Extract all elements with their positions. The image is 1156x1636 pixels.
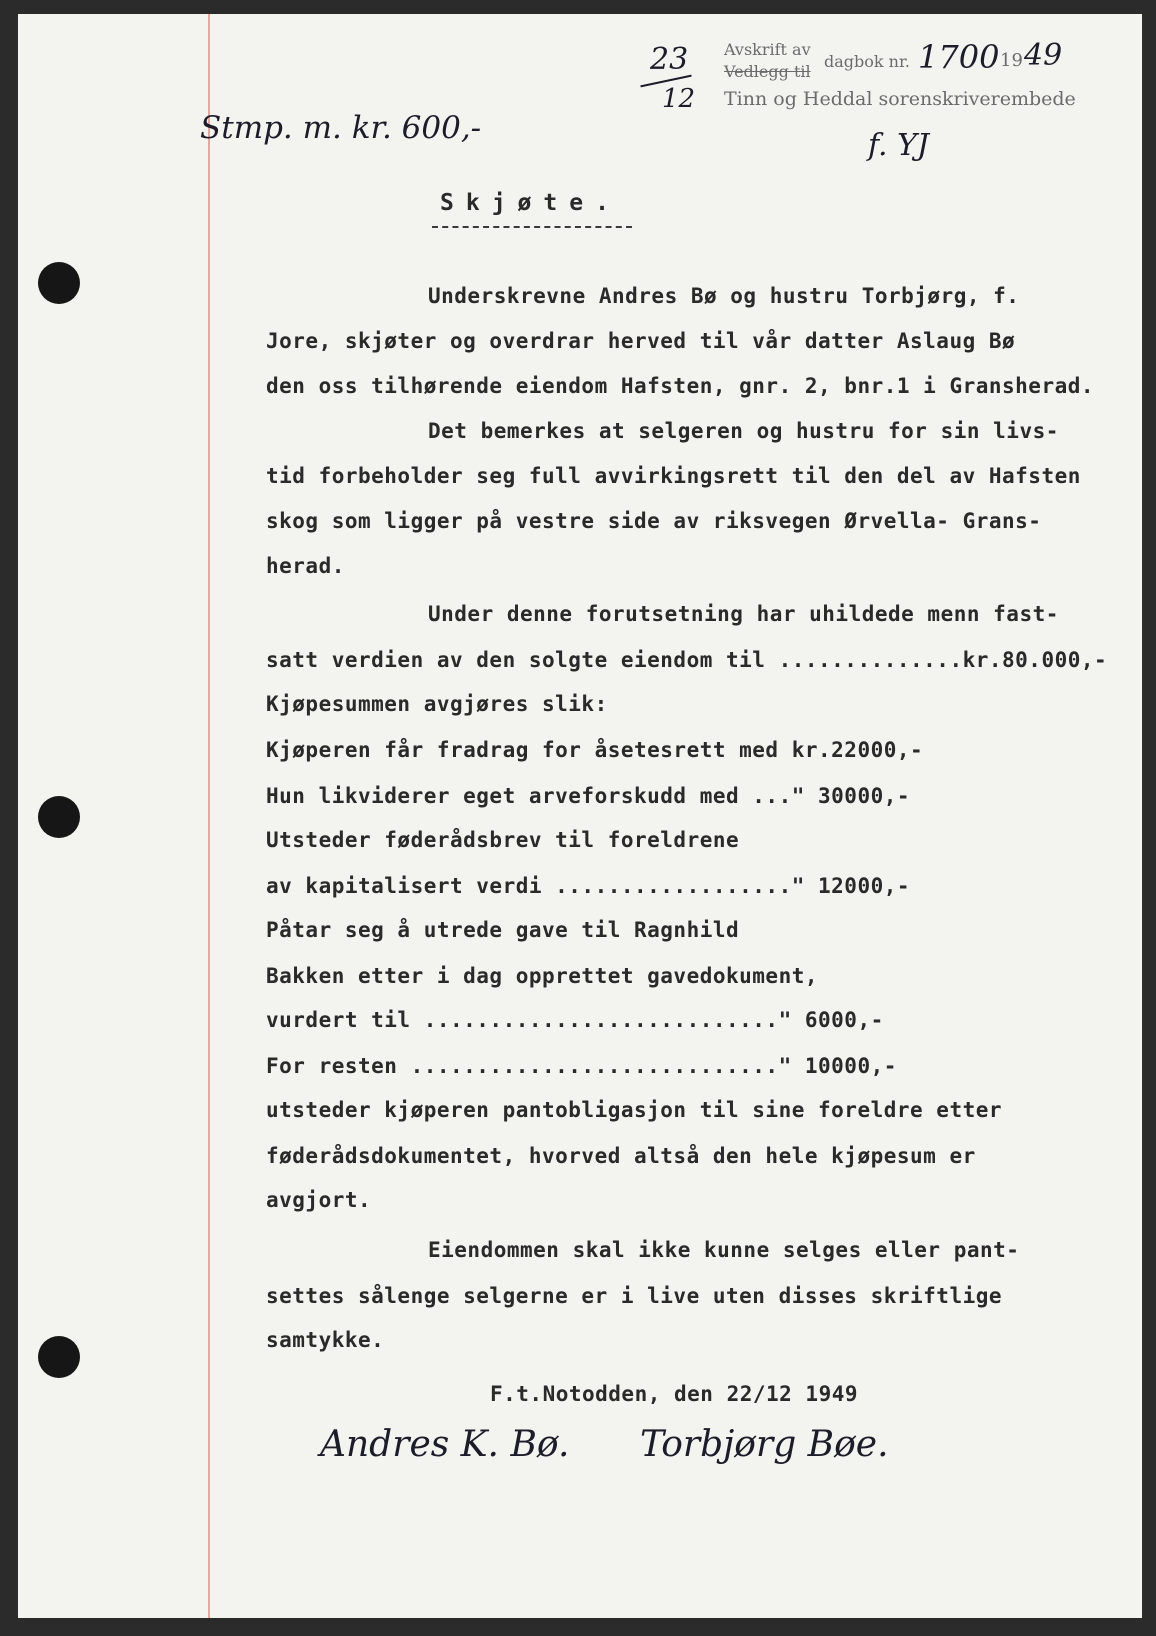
margin-rule — [208, 14, 210, 1618]
body-line: Bakken etter i dag opprettet gavedokument, — [266, 964, 819, 988]
body-line: Underskrevne Andres Bø og hustru Torbjørg, f. — [428, 284, 1020, 308]
body-line: av kapitalisert verdi .................." 12000,- — [266, 874, 911, 898]
body-line: avgjort. — [266, 1188, 372, 1212]
stamp-avskrift: Avskrift av — [724, 40, 811, 59]
year-prefix: 19 — [1000, 50, 1023, 71]
wife-signature: Torbjørg Bøe. — [640, 1424, 889, 1465]
stamp-vedlegg: Vedlegg til — [724, 62, 811, 81]
body-line: satt verdien av den solgte eiendom til ..............kr.80.000,- — [266, 648, 1108, 672]
body-line: Utsteder føderådsbrev til foreldrene — [266, 828, 740, 852]
document-title: Skjøte. — [440, 190, 621, 216]
office-name: Tinn og Heddal sorenskriverembede — [724, 88, 1076, 110]
body-line: utsteder kjøperen pantobligasjon til sine foreldre etter — [266, 1098, 1003, 1122]
body-line: Påtar seg å utrede gave til Ragnhild — [266, 918, 740, 942]
body-line: tid forbeholder seg full avvirkingsrett til den del av Hafsten — [266, 464, 1081, 488]
body-line: Under denne forutsetning har uhildede menn fast- — [428, 602, 1059, 626]
seller-signature: Andres K. Bø. — [320, 1424, 570, 1465]
body-line: føderådsdokumentet, hvorved altså den hele kjøpesum er — [266, 1144, 976, 1168]
body-line: skog som ligger på vestre side av riksvegen Ørvella- Grans- — [266, 509, 1042, 533]
body-line: Eiendommen skal ikke kunne selges eller pant- — [428, 1238, 1020, 1262]
stamp-duty-note: Stmp. m. kr. 600,- — [200, 110, 482, 146]
document-sheet — [18, 14, 1142, 1618]
date-day: 23 — [650, 42, 689, 77]
year-suffix: 49 — [1024, 38, 1063, 73]
punch-hole — [38, 1336, 80, 1378]
date-month: 12 — [662, 84, 696, 114]
dagbok-number: 1700 — [918, 38, 1000, 76]
body-line: herad. — [266, 554, 345, 578]
body-line: Det bemerkes at selgeren og hustru for sin livs- — [428, 419, 1059, 443]
body-line: settes sålenge selgerne er i live uten disses skriftlige — [266, 1284, 1003, 1308]
body-line: For resten ............................" 10000,- — [266, 1054, 897, 1078]
body-line: vurdert til ..........................." 6000,- — [266, 1008, 884, 1032]
body-line: Hun likviderer eget arveforskudd med ..." 30000,- — [266, 784, 911, 808]
clerk-initials: f. YJ — [868, 128, 929, 163]
body-line: Kjøpesummen avgjøres slik: — [266, 692, 608, 716]
stamp-dagbok: dagbok nr. — [824, 52, 910, 71]
body-line: samtykke. — [266, 1328, 385, 1352]
title-underline — [432, 226, 632, 228]
place-date: F.t.Notodden, den 22/12 1949 — [490, 1382, 859, 1406]
punch-hole — [38, 796, 80, 838]
body-line: Kjøperen får fradrag for åsetesrett med kr.22000,- — [266, 738, 924, 762]
body-line: Jore, skjøter og overdrar herved til vår datter Aslaug Bø — [266, 329, 1016, 353]
punch-hole — [38, 262, 80, 304]
body-line: den oss tilhørende eiendom Hafsten, gnr. 2, bnr.1 i Gransherad. — [266, 374, 1095, 398]
